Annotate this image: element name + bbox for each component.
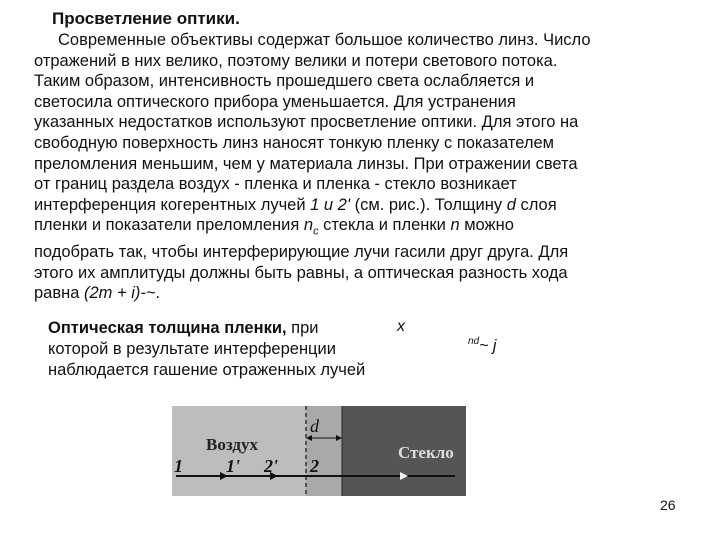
text-line: указанных недостатков используют просветление оптики. Для этого на	[34, 113, 579, 132]
glass-label: Стекло	[398, 443, 454, 462]
definition-term: Оптическая толщина пленки,	[48, 319, 287, 337]
interference-figure	[170, 404, 468, 498]
text-segment: стекла и пленки	[318, 216, 451, 235]
text-line: Современные объективы содержат большое количество линз. Число	[58, 31, 591, 49]
text-line: этого их амплитуды должны быть равны, а оптическая разность хода	[34, 263, 568, 282]
body-paragraph	[34, 30, 674, 304]
formula-main: ~ j	[479, 337, 497, 355]
index-symbol: n	[450, 216, 460, 235]
text-line	[34, 215, 674, 242]
thickness-symbol: d	[506, 195, 516, 214]
text-segment: интерференция когерентных лучей	[34, 195, 311, 214]
ray-label: 2	[310, 456, 319, 476]
text-segment: при	[286, 319, 319, 337]
text-line: которой в результате интерференции	[48, 340, 336, 358]
text-line: преломления меньшим, чем у материала линзы. При отражении света	[34, 154, 578, 173]
page-heading: Просветление оптики.	[52, 9, 240, 28]
definition-block	[48, 318, 365, 381]
text-line: отражений в них велико, поэтому велики и потери светового потока.	[34, 51, 558, 70]
text-line: подобрать так, чтобы интерферирующие лучи гасили друг друга. Для	[34, 243, 569, 262]
text-segment: пленки и показатели преломления	[34, 216, 304, 235]
index-subscript: c	[313, 225, 319, 238]
formula-superscript: nd	[468, 336, 480, 347]
text-line: наблюдается гашение отраженных лучей	[48, 361, 366, 379]
text-line	[34, 283, 674, 304]
text-segment: можно	[459, 216, 514, 235]
text-segment: равна	[34, 284, 84, 303]
index-symbol: n	[303, 216, 314, 235]
path-difference-formula: (2m + i)-~	[84, 284, 156, 303]
ray-label: 1'	[226, 456, 241, 476]
text-line	[48, 318, 365, 339]
text-line: Таким образом, интенсивность прошедшего света ослабляется и	[34, 72, 535, 91]
ray-label: 1	[174, 456, 183, 476]
text-line: от границ раздела воздух - пленка и пленка - стекло возникает	[34, 175, 517, 194]
ray-labels-inline: 1 и 2'	[310, 195, 351, 214]
page-number: 26	[660, 497, 676, 513]
text-line: светосила оптического прибора уменьшается. Для устранения	[34, 92, 516, 111]
thickness-formula	[468, 336, 496, 355]
text-segment: .	[155, 284, 161, 303]
d-label: d	[310, 416, 319, 436]
ray-label: 2'	[264, 456, 279, 476]
air-label: Воздух	[206, 435, 258, 454]
text-line: свободную поверхность линз наносят тонкую пленку с показателем	[34, 133, 555, 152]
text-segment: (см. рис.). Толщину	[350, 195, 507, 214]
text-line	[34, 195, 674, 216]
text-segment: слоя	[515, 195, 557, 214]
formula-x-mark: x	[397, 318, 405, 335]
